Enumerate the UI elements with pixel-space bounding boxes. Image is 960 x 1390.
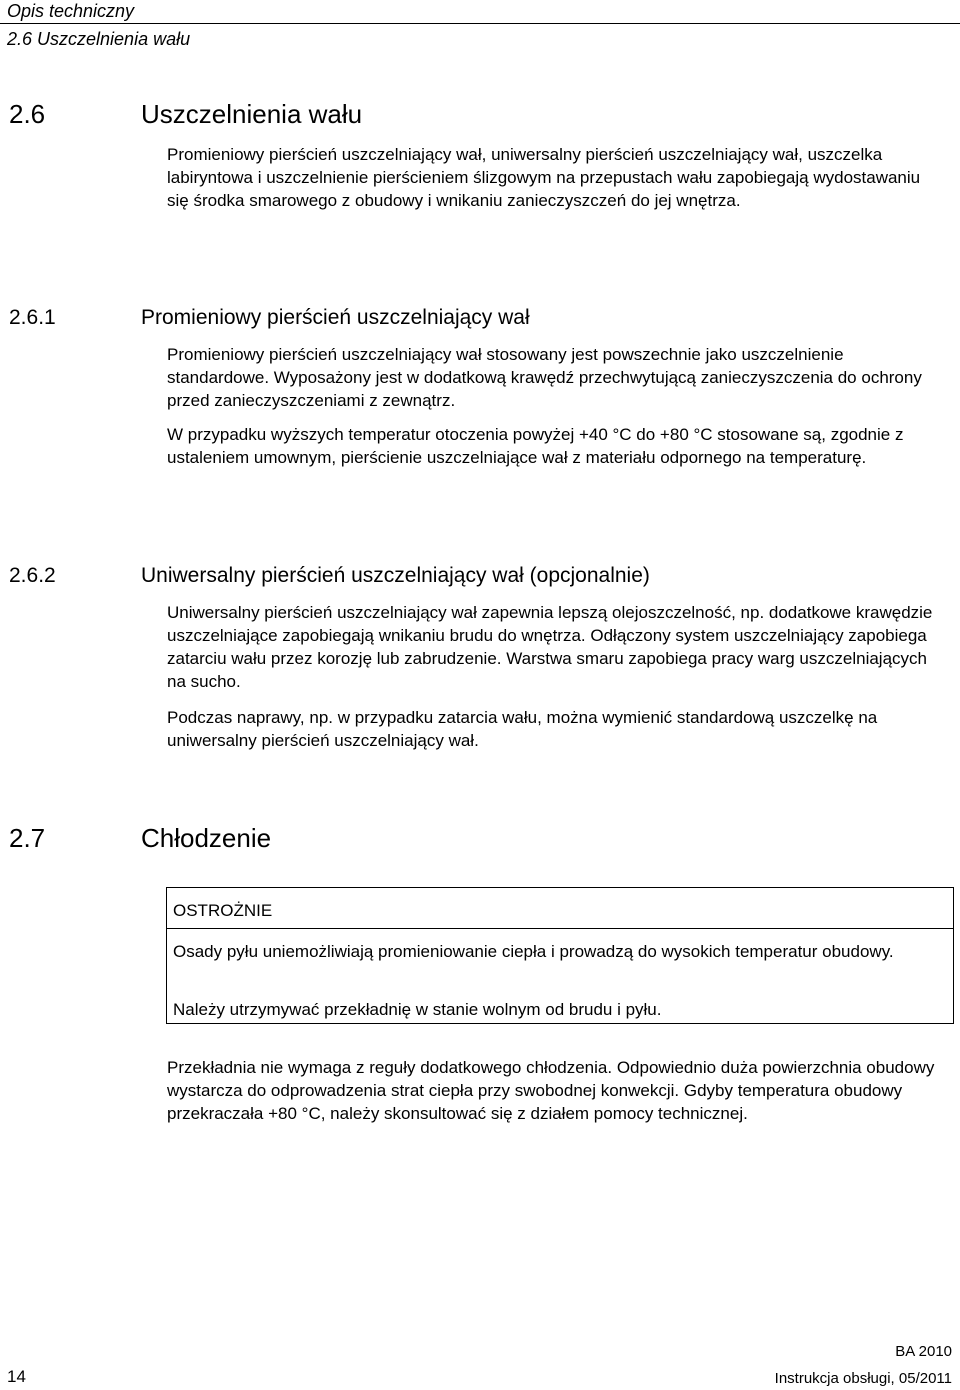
page-number: 14 <box>7 1367 26 1386</box>
caution-divider <box>167 928 953 929</box>
paragraph-cooling: Przekładnia nie wymaga z reguły dodatkowego chłodzenia. Odpowiednio duża powierzchnia obudowy wystarcza do odprowadzenia strat ciepła przy swobodnej konwekcji. Gdyby temperatura obudowy przekraczała +80 °C, należy skonsultować się z działem pomocy technicznej. <box>167 1058 935 1123</box>
caution-text-1: Osady pyłu uniemożliwiają promieniowanie ciepła i prowadzą do wysokich temperatur obudowy. <box>173 942 894 961</box>
paragraph-universal-seal-1: Uniwersalny pierścień uszczelniający wał zapewnia lepszą olejoszczelność, np. dodatkowe krawędzie uszczelniające zapobiegają wnikaniu brudu do wnętrza. Odłączony system uszczelniający zapobiega zatarciu wału przez korozję lub zabrudzenie. Warstwa smaru zapobiega pracy warg uszczelniających na sucho. <box>167 603 933 691</box>
heading-title: Uszczelnienia wału <box>141 99 363 129</box>
heading-number: 2.7 <box>9 823 46 853</box>
running-header-section: 2.6 Uszczelnienia wału <box>7 29 191 49</box>
heading-title: Uniwersalny pierścień uszczelniający wał (opcjonalnie) <box>141 564 650 587</box>
heading-number: 2.6 <box>9 99 46 129</box>
heading-number: 2.6.2 <box>9 564 56 587</box>
paragraph-universal-seal-2: Podczas naprawy, np. w przypadku zatarcia wału, można wymienić standardową uszczelkę na uniwersalny pierścień uszczelniający wał. <box>167 708 878 750</box>
document-code: BA 2010 <box>895 1343 952 1360</box>
caution-title: OSTROŻNIE <box>173 901 273 920</box>
heading-title: Chłodzenie <box>141 823 272 853</box>
caution-text-2: Należy utrzymywać przekładnię w stanie wolnym od brudu i pyłu. <box>173 1000 662 1019</box>
paragraph-radial-seal-1: Promieniowy pierścień uszczelniający wał stosowany jest powszechnie jako uszczelnienie standardowe. Wyposażony jest w dodatkową krawędź przechwytującą zanieczyszczenia do ochrony przed zanieczyszczeniami z zewnątrz. <box>167 345 922 410</box>
paragraph-intro: Promieniowy pierścień uszczelniający wał, uniwersalny pierścień uszczelniający wał, uszczelka labiryntowa i uszczelnienie pierścieniem ślizgowym na przepustach wału zapobiegają wydostawaniu się środka smarowego z obudowy i wnikaniu zanieczyszczeń do jej wnętrza. <box>167 145 921 210</box>
paragraph-radial-seal-2: W przypadku wyższych temperatur otoczenia powyżej +40 °C do +80 °C stosowane są, zgodnie z ustaleniem umownym, pierścienie uszczelniające wał z materiału odpornego na temperaturę. <box>167 425 904 467</box>
heading-number: 2.6.1 <box>9 306 56 329</box>
header-divider <box>0 23 960 24</box>
manual-edition: Instrukcja obsługi, 05/2011 <box>774 1370 952 1387</box>
caution-box <box>166 887 954 1024</box>
heading-title: Promieniowy pierścień uszczelniający wał <box>141 306 530 329</box>
running-header-chapter: Opis techniczny <box>7 1 135 21</box>
